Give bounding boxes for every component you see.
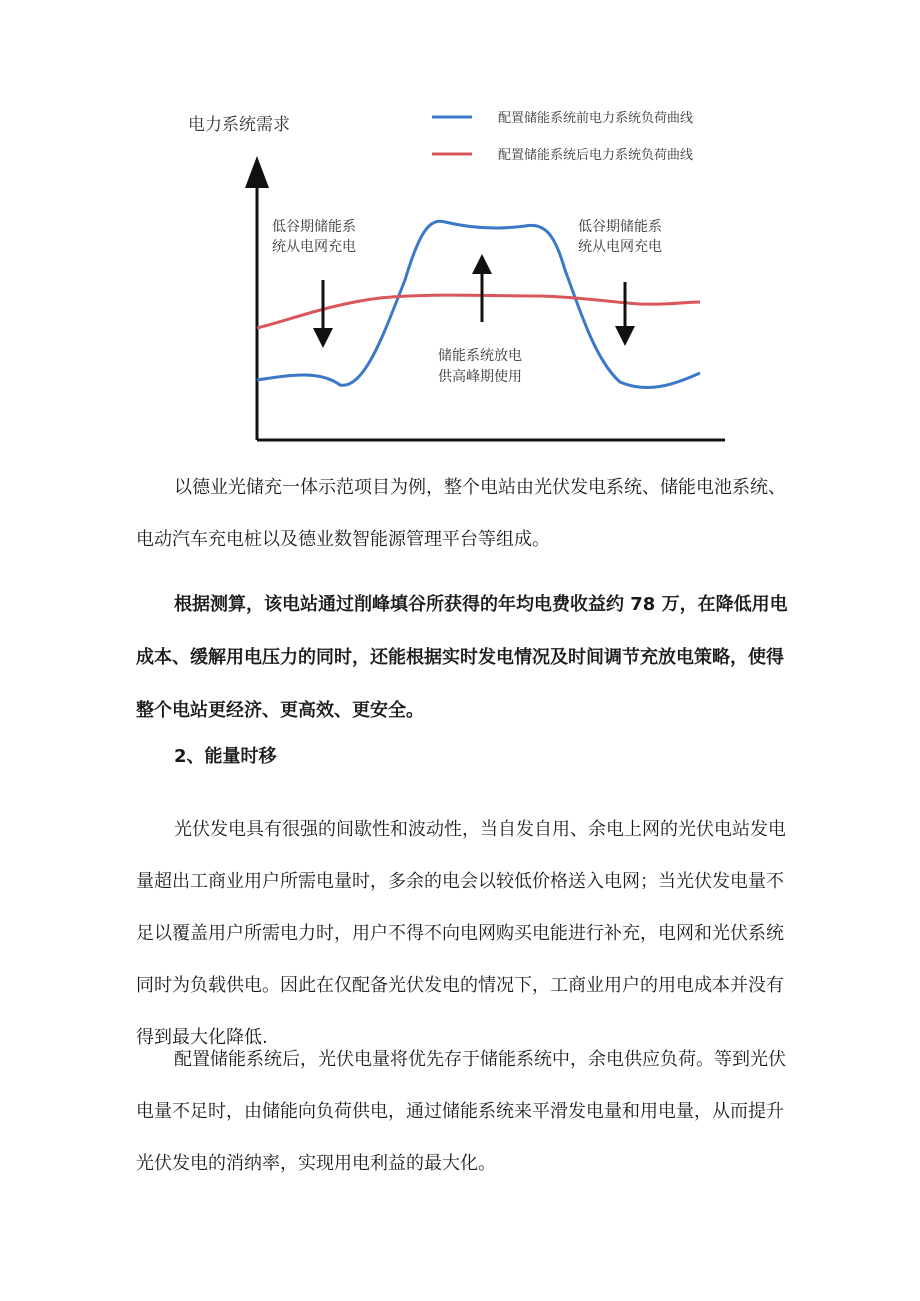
down-arrow-right-icon: [615, 326, 635, 346]
paragraph-revenue-summary: 根据测算，该电站通过削峰填谷所获得的年均电费收益约 78 万，在降低用电成本、缓解用电压力的同时，还能根据实时发电情况及时间调节充放电策略，使得整个电站更经济、更高效、更安全。: [136, 594, 788, 721]
section-heading-energy-shift: 2、能量时移: [174, 746, 277, 767]
annotation-left-line1: 低谷期储能系: [272, 219, 356, 235]
legend-label-after: 配置储能系统后电力系统负荷曲线: [498, 148, 694, 163]
down-arrow-left-icon: [313, 328, 333, 348]
load-curve-figure: [180, 90, 740, 450]
paragraph-storage-config: 配置储能系统后，光伏电量将优先存于储能系统中，余电供应负荷。等到光伏电量不足时，由储能向负荷供电，通过储能系统来平滑发电量和用电量，从而提升光伏发电的消纳率，实现用电利益的最大化。: [136, 1049, 786, 1174]
annotation-right-line2: 统从电网充电: [578, 239, 662, 255]
paragraph-pv-intermittency: 光伏发电具有很强的间歇性和波动性，当自发自用、余电上网的光伏电站发电量超出工商业用户所需电量时，多余的电会以较低价格送入电网；当光伏发电量不足以覆盖用户所需电力时，用户不得不向电网购买电能进行补充，电网和光伏系统同时为负载供电。因此在仅配备光伏发电的情况下，工商业用户的用电成本并没有得到最大化降低.: [136, 819, 786, 1048]
up-arrow-center-icon: [472, 254, 492, 274]
y-axis-arrowhead: [245, 156, 269, 188]
paragraph-project-example: 以德业光储充一体示范项目为例，整个电站由光伏发电系统、储能电池系统、电动汽车充电桩以及德业数智能源管理平台等组成。: [136, 477, 786, 550]
y-axis-label: 电力系统需求: [188, 115, 290, 135]
annotation-center-line2: 供高峰期使用: [438, 369, 522, 385]
annotation-left-line2: 统从电网充电: [272, 239, 356, 255]
annotation-right-line1: 低谷期储能系: [578, 219, 662, 235]
legend-label-before: 配置储能系统前电力系统负荷曲线: [498, 111, 694, 126]
annotation-center-line1: 储能系统放电: [438, 348, 522, 364]
load-curve-chart: [180, 90, 740, 450]
